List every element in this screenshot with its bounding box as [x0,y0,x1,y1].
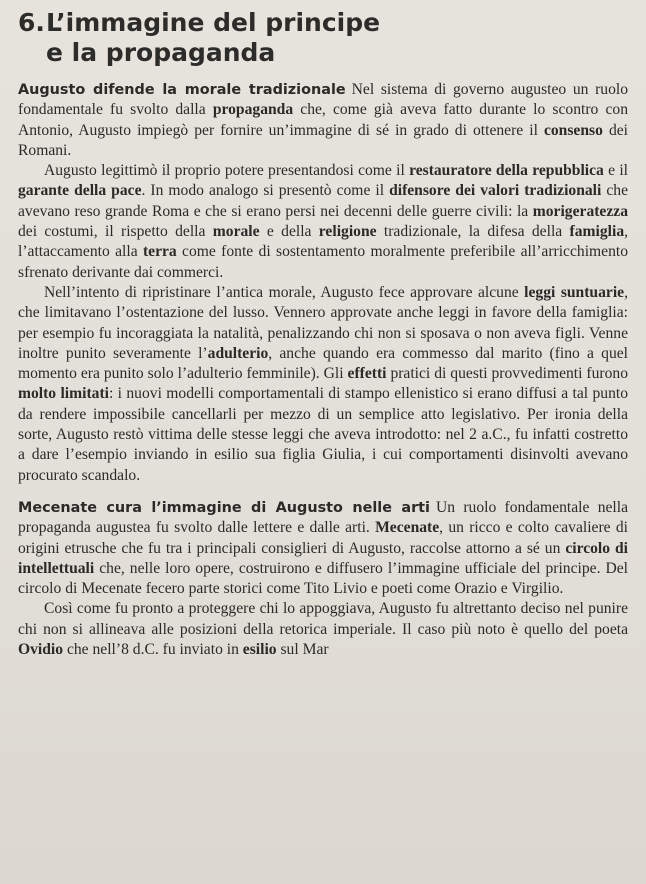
bold-keyword: leggi suntuarie [524,283,625,301]
text-run: che, come già aveva fatto durante lo scontro con Antonio, Augusto impiegò per fornire un’immagine di sé in grado di ottenere il [18,101,628,139]
text-run: : i nuovi modelli comportamentali di stampo ellenistico si erano diffusi a tal punto da rendere impossibile cancellarli per mezzo di un semplice atto legislativo. Per ironia della sorte, Augusto restò vittima delle stesse leggi che aveva introdotto: nel 2 a.C., fu infatti costretto a dare l’esempio inviando in esilio sua figlia Giulia, i cui comportamenti disinvolti avevano procurato scandalo. [18,385,628,484]
text-run: , anche quando era commesso dal marito (fino a quel momento era punito solo l’adulterio femminile). Gli [18,344,629,383]
chapter-body [18,80,628,660]
bold-keyword: religione [318,223,377,241]
bold-keyword: morigeratezza [532,202,628,220]
text-run: dei costumi, il rispetto della [18,223,213,241]
paragraph [18,599,628,660]
bold-keyword: Ovidio [18,641,64,659]
text-run: Nel sistema di governo augusteo un ruolo fondamentale fu svolto dalla [18,81,628,119]
bold-keyword: garante della pace [18,182,142,200]
paragraph [18,498,628,599]
text-run: Così come fu pronto a proteggere chi lo appoggiava, Augusto fu altrettanto deciso nel punire chi non si allineava alle posizioni della retorica imperiale. Il caso più noto è quello del poeta [18,600,628,638]
bold-keyword: morale [212,223,260,241]
text-run: che, nelle loro opere, costruirono e diffusero l’immagine ufficiale del principe. Del circolo di Mecenate fecero parte storici come Tito Livio e poeti come Orazio e Virgilio. [18,559,628,598]
text-run: che nell’8 d.C. fu inviato in [63,641,243,659]
text-run: dei Romani. [18,121,628,159]
paragraph [18,161,628,283]
bold-keyword: consenso [543,121,603,139]
bold-keyword: terra [142,243,177,261]
paragraph-heading: Mecenate cura l’immagine di Augusto nelle arti [18,499,430,516]
text-run: che avevano reso grande Roma e che si erano persi nei decenni delle guerre civili: la [18,182,628,220]
text-run: tradizionale, la difesa della [376,223,570,241]
chapter-number: 6. [18,8,45,37]
bold-keyword: esilio [242,641,277,659]
text-run: e il [603,162,628,180]
chapter-title [18,8,628,68]
text-run: e della [259,223,319,241]
chapter-title-line1: L’immagine del principe [46,8,381,37]
text-run: , l’attaccamento alla [18,223,629,261]
bold-keyword: effetti [347,365,387,383]
text-run: , un ricco e colto cavaliere di origini etrusche che fu tra i principali consiglieri di Augusto, raccolse attorno a sé un [18,519,628,557]
text-run: . In modo analogo si presentò come il [141,182,390,200]
bold-keyword: famiglia [569,223,625,241]
paragraph [18,80,628,161]
bold-keyword: propaganda [212,101,294,119]
bold-keyword: restauratore della repubblica [409,162,604,180]
text-run: Un ruolo fondamentale nella propaganda augustea fu svolto dalle lettere e dalle arti. [18,498,628,537]
bold-keyword: circolo di intellettuali [18,539,628,577]
bold-keyword: adulterio [207,344,269,362]
bold-keyword: Mecenate [375,519,440,537]
text-run: Nell’intento di ripristinare l’antica morale, Augusto fece approvare alcune [44,283,525,301]
text-run: sul Mar [276,641,329,659]
bold-keyword: difensore dei valori tradizionali [389,182,602,200]
chapter-title-line2: e la propaganda [46,38,276,67]
text-run: , che limitavano l’ostentazione del lusso. Vennero approvate anche leggi in favore della famiglia: per esempio fu incoraggiata la natalità, penalizzando chi non si sposava o non aveva figli. Venne inoltre punito severamente l’ [18,283,628,362]
paragraph-heading: Augusto difende la morale tradizionale [18,82,346,98]
text-run: come fonte di sostentamento moralmente preferibile all’arricchimento sfrenato derivante dai commerci. [18,243,628,281]
bold-keyword: molto limitati [18,385,109,403]
text-run: Augusto legittimò il proprio potere presentandosi come il [44,162,410,180]
text-run: pratici di questi provvedimenti furono [386,365,628,383]
paragraph [18,283,628,486]
